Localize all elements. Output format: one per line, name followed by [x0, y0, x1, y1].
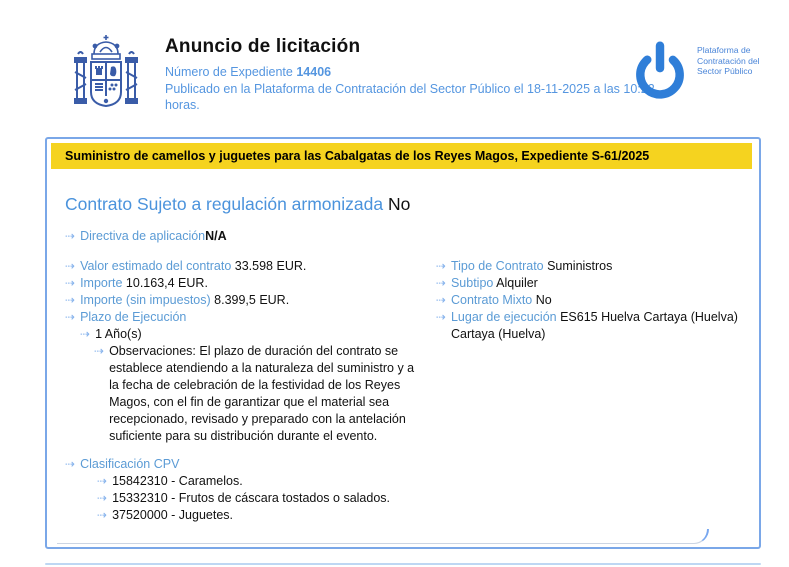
field-importe-sin-impuestos [65, 292, 436, 309]
cpv-item-text: 37520000 - Juguetes. [112, 508, 233, 522]
field-value: No [535, 293, 552, 307]
platform-logo[interactable] [630, 40, 763, 102]
dashed-arrow-icon: ⇢ [80, 327, 91, 341]
field-directiva [65, 228, 741, 245]
dashed-arrow-icon: ⇢ [435, 310, 446, 324]
header [165, 36, 655, 114]
dashed-arrow-icon: ⇢ [94, 344, 105, 358]
power-icon [630, 40, 690, 102]
cpv-label: Clasificación CPV [80, 457, 180, 471]
field-value: Suministros [547, 259, 613, 273]
dashed-arrow-icon: ⇢ [65, 293, 76, 307]
field-label: Plazo de Ejecución [80, 310, 187, 324]
field-plazo-ejecucion [65, 309, 436, 326]
field-value: Alquiler [496, 276, 538, 290]
field-label: Valor estimado del contrato [80, 259, 235, 273]
fields-columns [65, 258, 741, 524]
field-label: Tipo de Contrato [450, 259, 548, 273]
cpv-item [97, 490, 436, 507]
notice-panel [45, 137, 761, 549]
cpv-item [97, 473, 436, 490]
page-title: Anuncio de licitación [165, 36, 361, 57]
dashed-arrow-icon: ⇢ [65, 276, 76, 290]
dashed-arrow-icon: ⇢ [65, 310, 76, 324]
heading-value: No [387, 194, 411, 214]
harmonised-regulation-heading [65, 194, 741, 215]
field-contrato-mixto [436, 292, 741, 309]
field-valor-estimado [65, 258, 436, 275]
observaciones-text: Observaciones: El plazo de duración del contrato se establece atendiendo a la naturaleza del suministro y a la fecha de celebración de la festividad de los Reyes Magos, con el fin de garantizar que el material sea recepcionado, revisado y preparado con la antelación suficiente para su distribución durante el evento. [109, 344, 415, 443]
field-lugar-ejecucion [436, 309, 741, 343]
dashed-arrow-icon: ⇢ [65, 259, 76, 273]
field-label: Directiva de aplicación [80, 229, 206, 243]
platform-logo-text: Plataforma de Contratación del Sector Público [697, 45, 760, 77]
dashed-arrow-icon: ⇢ [435, 276, 446, 290]
left-column [65, 258, 436, 524]
dashed-arrow-icon: ⇢ [435, 259, 446, 273]
notice-content [47, 194, 759, 524]
cpv-items [97, 473, 436, 524]
field-tipo-contrato [436, 258, 741, 275]
dashed-arrow-icon: ⇢ [435, 293, 446, 307]
cpv-item-text: 15332310 - Frutos de cáscara tostados o salados. [112, 491, 391, 505]
header-subtitle [165, 64, 655, 114]
tender-title-banner [51, 143, 752, 169]
panel-rounded-corner [57, 529, 709, 544]
cpv-section [65, 456, 436, 524]
field-value: ES615 Huelva Cartaya (Huelva) Cartaya (Huelva) [450, 310, 738, 341]
published-text: Publicado en la Plataforma de Contratación del Sector Público el 18-11-2025 a las 10:22 horas. [165, 81, 655, 112]
field-value: 33.598 EUR. [234, 259, 307, 273]
dashed-arrow-icon: ⇢ [65, 229, 76, 243]
expediente-number: 14406 [296, 65, 332, 79]
field-value: 8.399,5 EUR. [214, 293, 290, 307]
field-subtipo [436, 275, 741, 292]
expediente-label: Número de Expediente [165, 65, 297, 79]
field-value: N/A [205, 229, 227, 243]
spain-coat-of-arms-icon [74, 32, 138, 116]
dashed-arrow-icon: ⇢ [97, 491, 108, 505]
tender-title: Suministro de camellos y juguetes para las Cabalgatas de los Reyes Magos, Expediente S-61/2025 [65, 149, 650, 163]
dashed-arrow-icon: ⇢ [97, 508, 108, 522]
cpv-heading [65, 456, 436, 473]
field-label: Importe [80, 276, 126, 290]
field-importe [65, 275, 436, 292]
field-label: Contrato Mixto [450, 293, 536, 307]
field-label: Subtipo [450, 276, 497, 290]
field-value: 10.163,4 EUR. [125, 276, 208, 290]
dashed-arrow-icon: ⇢ [65, 457, 76, 471]
heading-label: Contrato Sujeto a regulación armonizada [65, 194, 388, 214]
duration-value: 1 Año(s) [95, 327, 142, 341]
dashed-arrow-icon: ⇢ [97, 474, 108, 488]
next-section-top-edge [45, 563, 761, 565]
cpv-item [97, 507, 436, 524]
plazo-duration [80, 326, 436, 343]
field-label: Importe (sin impuestos) [80, 293, 215, 307]
right-column [436, 258, 741, 343]
plazo-observaciones [94, 343, 436, 445]
cpv-item-text: 15842310 - Caramelos. [112, 474, 243, 488]
field-label: Lugar de ejecución [450, 310, 561, 324]
